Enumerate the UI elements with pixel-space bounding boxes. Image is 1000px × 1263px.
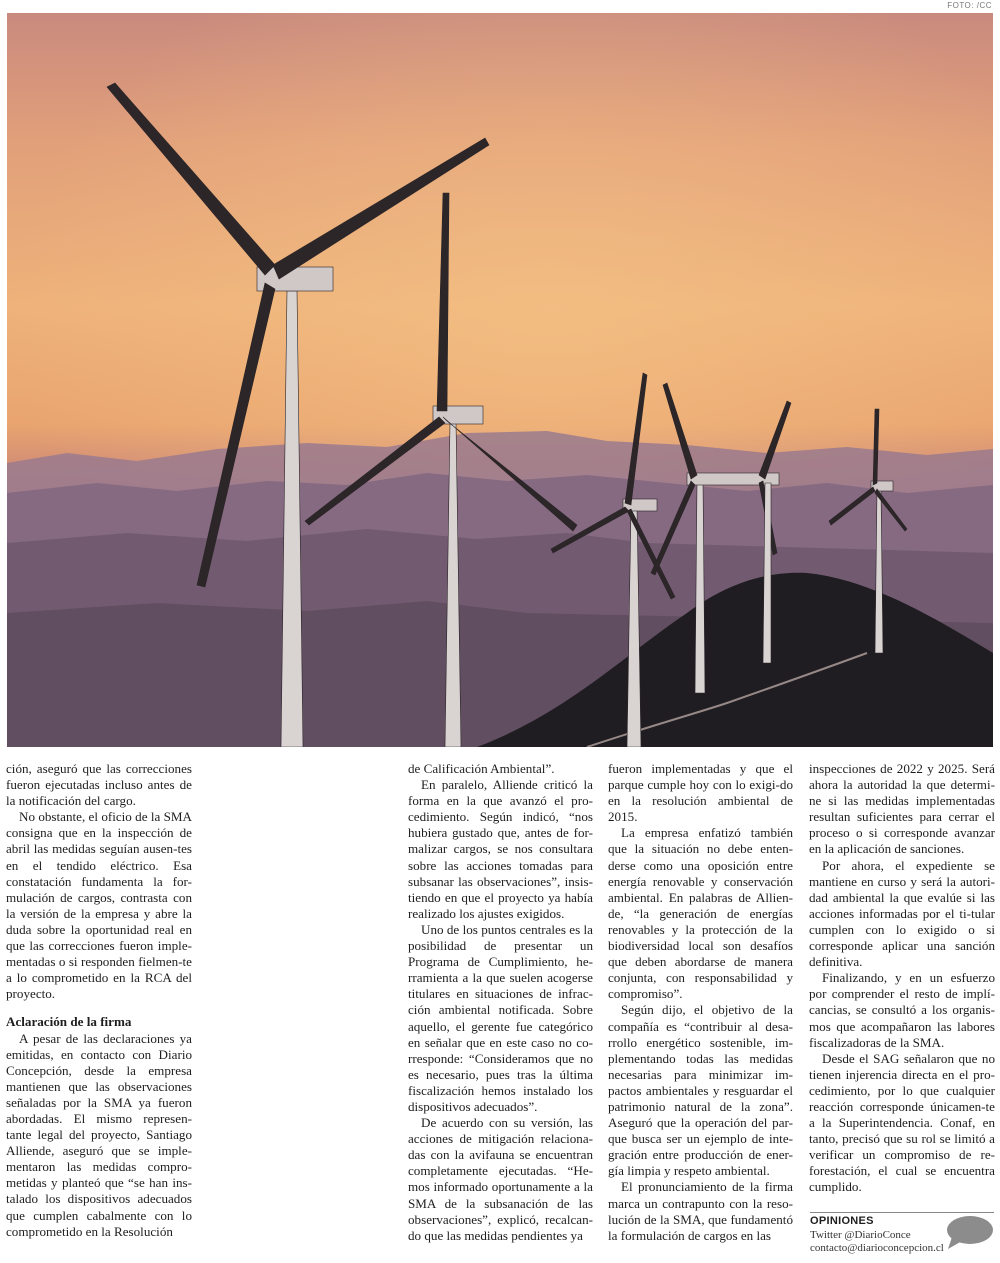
paragraph: Por ahora, el expediente se mantiene en curso y será la autori-dad ambiental la que evalúe si las acciones informadas por el ti-tular cumplen con lo exigido o si corresponde aplicar una sanción definitiva.	[809, 857, 995, 970]
paragraph: En paralelo, Alliende criticó la forma en la que avanzó el pro-cedimiento. Según indicó, “nos hubiera gustado que, antes de for-malizar cargos, se nos consultara sobre las acciones tomadas para subsanar las observaciones”, insis-tiendo en que el proyecto ya había realizado los ajustes exigidos.	[408, 777, 593, 921]
paragraph: El pronunciamiento de la firma marca un contrapunto con la reso-lución de la SMA, que fundamentó la formulación de cargos en las	[608, 1179, 793, 1243]
paragraph: La empresa enfatizó también que la situación no debe enten-derse como una oposición entre energía renovable y conservación ambiental. En palabras de Allien-de, “la generación de energías renovables y la protección de la biodiversidad local son desafíos que deben abordarse de manera conjunta, con responsabilidad y compromiso”.	[608, 825, 793, 1002]
opinions-box	[810, 1212, 994, 1261]
paragraph: Finalizando, y en un esfuerzo por comprender el resto de implí-cancias, se consultó a los organis-mos que acompañaron las labores fiscalizadoras de la SMA.	[809, 970, 995, 1050]
paragraph: fueron implementadas y que el parque cumple hoy con lo exigi-do en la resolución ambiental de 2015.	[608, 761, 793, 825]
speech-bubble-icon	[946, 1215, 994, 1256]
text-column-3	[608, 761, 793, 1244]
photo-credit: FOTO: /CC	[947, 1, 992, 10]
paragraph: Según dijo, el objetivo de la compañía es “contribuir al desa-rrollo energético sostenible, im-plementando todas las medidas necesarias para minimizar im-pactos ambientales y resguardar el patrimonio natural de la zona”. Aseguró que la operación del par-que busca ser un ejemplo de inte-gración entre producción de ener-gía limpia y respeto ambiental.	[608, 1002, 793, 1179]
text-column-4	[809, 761, 995, 1196]
paragraph: ción, aseguró que las correcciones fueron ejecutadas incluso antes de la notificación del cargo.	[6, 761, 192, 809]
contact-email[interactable]: contacto@diarioconcepcion.cl	[810, 1242, 944, 1254]
section-heading: Aclaración de la firma	[6, 1014, 132, 1030]
paragraph: A pesar de las declaraciones ya emitidas, en contacto con Diario Concepción, desde la empresa mantienen que las observaciones señaladas por la SMA ya fueron abordadas. El mismo represen-tante legal del proyecto, Santiago Alliende, aseguró que se imple-mentaron las medidas compro-metidas y planteó que “se han ins-talado los dispositivos adecuados que cumplen cabalmente con lo comprometido en la Resolución	[6, 1030, 192, 1239]
twitter-handle[interactable]: Twitter @DiarioConce	[810, 1229, 911, 1241]
text-column-2	[408, 761, 593, 1244]
wind-turbines-photo	[7, 13, 993, 747]
paragraph: de Calificación Ambiental”.	[408, 761, 555, 776]
text-column-1	[6, 761, 192, 1240]
paragraph: No obstante, el oficio de la SMA consigna que en la inspección de abril las medidas seguían ausen-tes en el tendido eléctrico. Esa constatación fundamenta la for-mulación de cargos, contrasta con la versión de la empresa y abre la duda sobre la oportunidad real en que las correcciones fueron imple-mentadas o si responden fielmen-te a lo comprometido en la RCA del proyecto.	[6, 809, 192, 1002]
opinions-title: OPINIONES	[810, 1215, 874, 1227]
paragraph: Desde el SAG señalaron que no tienen injerencia directa en el pro-cedimiento, por lo que cualquier reacción corresponde únicamen-te a la Superintendencia. Conaf, en tanto, precisó que su rol se limitó a verificar un compromiso de re-forestación, el cual se encuentra cumplido.	[809, 1050, 995, 1195]
paragraph: Uno de los puntos centrales es la posibilidad de presentar un Programa de Cumplimiento, he-rramienta a la que suelen acogerse titulares en situaciones de infrac-ción ambiental notificada. Sobre aquello, el gerente fue categórico en señalar que en este caso no co-rresponde: “Consideramos que no es necesario, pues tras la última fiscalización hemos instalado los dispositivos adecuados”.	[408, 921, 593, 1114]
paragraph: inspecciones de 2022 y 2025. Será ahora la autoridad la que determi-ne si las medidas implementadas resultan suficientes para cerrar el proceso o si corresponde avanzar en la aplicación de sanciones.	[809, 761, 995, 857]
paragraph: De acuerdo con su versión, las acciones de mitigación relaciona-das con la avifauna se encuentran completamente ejecutadas. “He-mos informado oportunamente a la SMA de la subsanación de las observaciones”, explicó, recalcan-do que las medidas pendientes ya	[408, 1115, 593, 1243]
